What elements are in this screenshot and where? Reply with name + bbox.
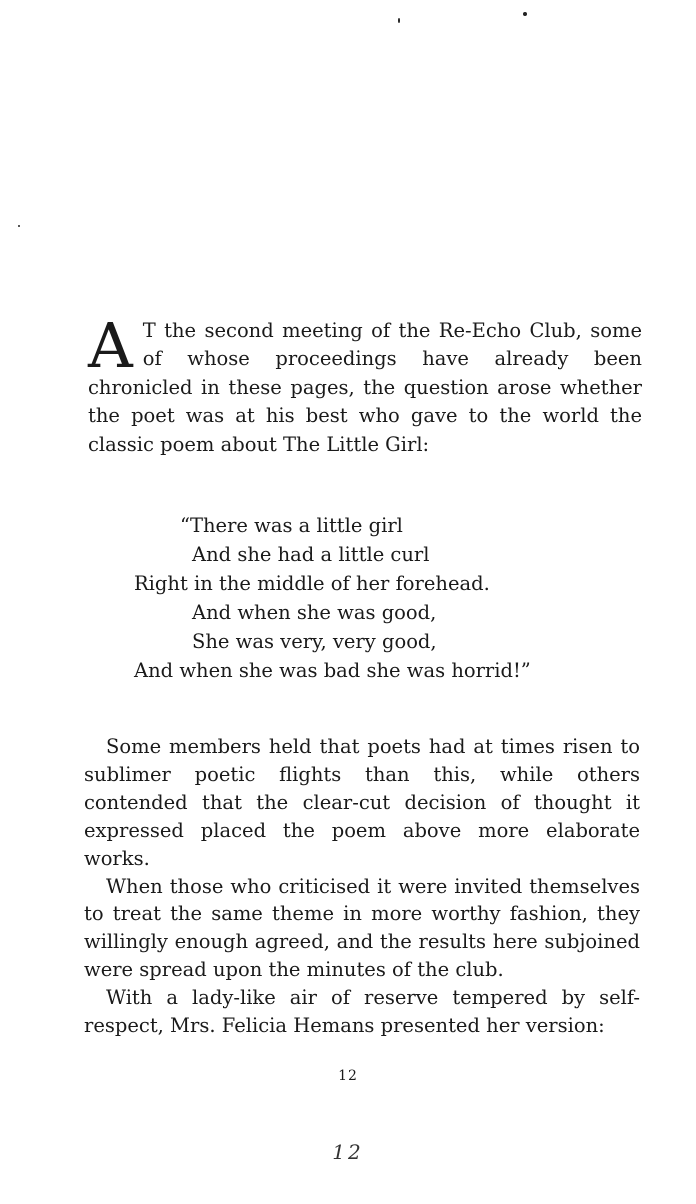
scan-artifact: 12 (332, 1140, 364, 1164)
poem-line: Right in the middle of her forehead. (134, 572, 490, 595)
poem-line: She was very, very good, (192, 630, 437, 653)
intro-paragraph (88, 309, 642, 459)
page-number: 12 (338, 1068, 358, 1084)
poem-line: And she had a little curl (192, 543, 430, 566)
poem-line: And when she was good, (192, 601, 437, 624)
poem (134, 511, 531, 685)
paragraph: When those who criticised it were invited themselves to treat the same theme in more worthy fashion, they willingly enough agreed, and the results here subjoined were spread upon the minutes of the club. (84, 874, 640, 982)
intro-text: T the second meeting of the Re-Echo Club, some of whose proceedings have already been chronicled in these pages, the question arose whether the poet was at his best who gave to the world the classic poem about The Little Girl: (88, 319, 642, 456)
body-text (84, 733, 640, 1040)
drop-cap: A (88, 309, 133, 382)
paragraph: With a lady-like air of reserve tempered by self-respect, Mrs. Felicia Hemans presented her version: (84, 986, 640, 1038)
scan-speck (523, 12, 527, 16)
paragraph: Some members held that poets had at times risen to sublimer poetic flights than this, while others contended that the clear-cut decision of thought it expressed placed the poem above more elaborate works. (84, 735, 640, 870)
scan-speck (398, 18, 400, 23)
poem-line: “There was a little girl (180, 514, 403, 537)
scan-speck (18, 225, 20, 227)
poem-line: And when she was bad she was horrid!” (134, 659, 531, 682)
